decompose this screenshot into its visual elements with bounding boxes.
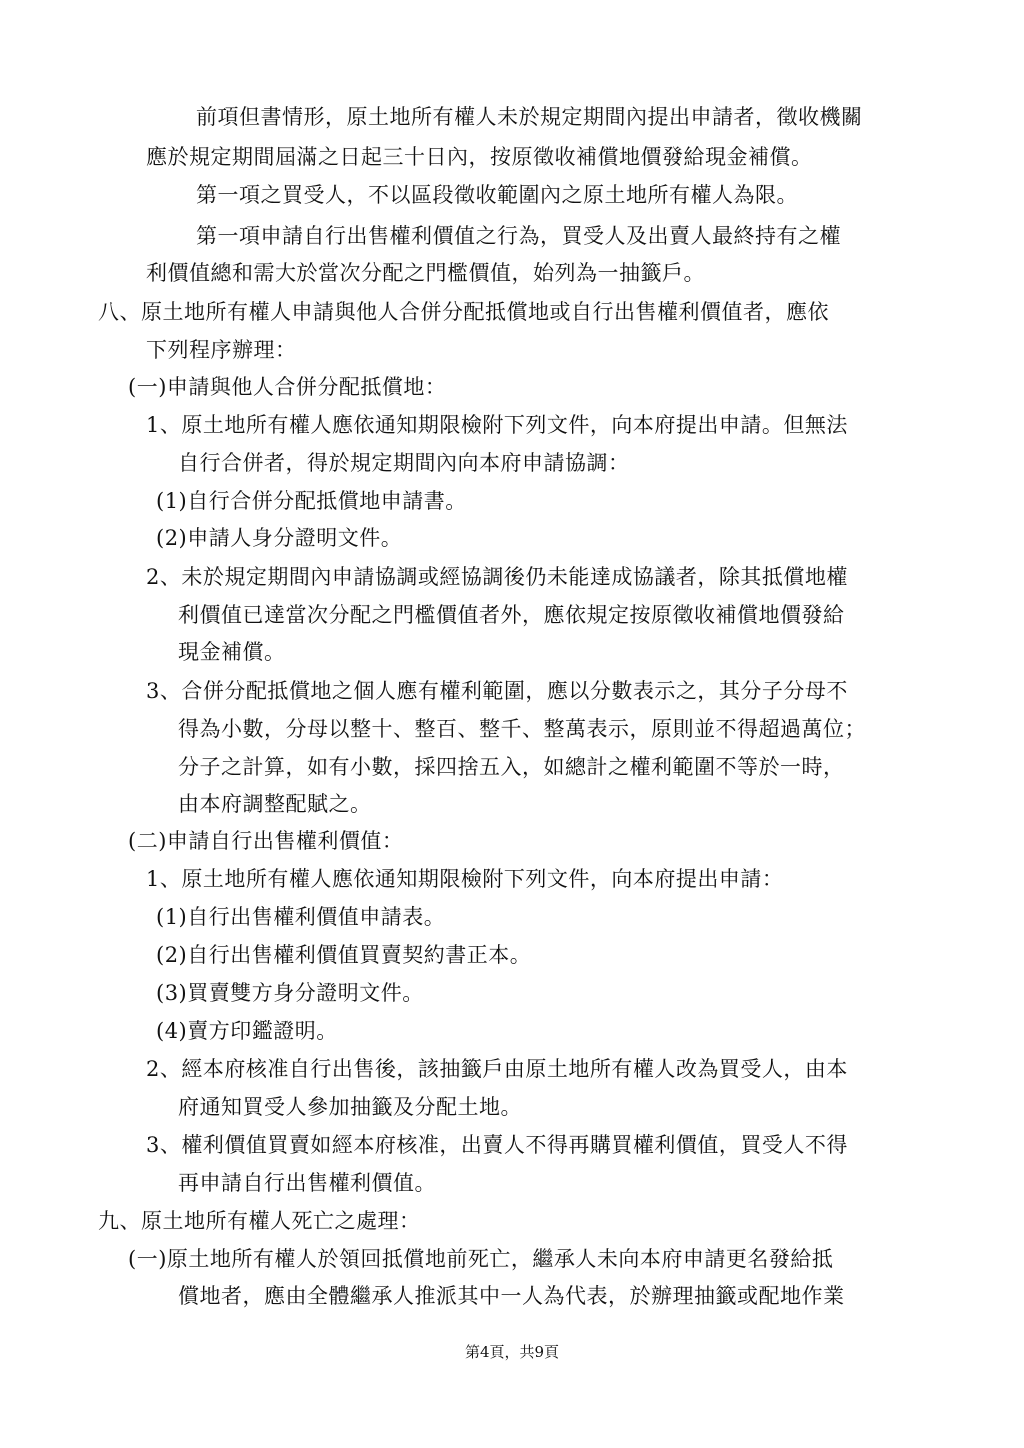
paragraph-line: 由本府調整配賦之。 xyxy=(178,792,372,816)
paragraph-line: 第一項申請自行出售權利價值之行為，買受人及出賣人最終持有之權 xyxy=(196,224,841,248)
paragraph-line: 利價值總和需大於當次分配之門檻價值，始列為一抽籤戶。 xyxy=(146,261,705,285)
list-subitem: (1)自行出售權利價值申請表。 xyxy=(156,905,446,929)
list-item: 1、原土地所有權人應依通知期限檢附下列文件，向本府提出申請： xyxy=(146,867,784,891)
list-item: 1、原土地所有權人應依通知期限檢附下列文件，向本府提出申請。但無法 xyxy=(146,413,848,437)
paragraph-line: 再申請自行出售權利價值。 xyxy=(178,1171,436,1195)
paragraph-line: 下列程序辦理： xyxy=(146,338,297,362)
list-subitem: (4)賣方印鑑證明。 xyxy=(156,1019,338,1043)
paragraph-line: 自行合併者，得於規定期間內向本府申請協調： xyxy=(178,451,630,475)
paragraph-line: 得為小數，分母以整十、整百、整千、整萬表示，原則並不得超過萬位； xyxy=(178,717,866,741)
subsection-item: (一)原土地所有權人於領回抵償地前死亡，繼承人未向本府申請更名發給抵 xyxy=(128,1247,834,1271)
paragraph-line: 府通知買受人參加抽籤及分配土地。 xyxy=(178,1095,522,1119)
list-subitem: (3)買賣雙方身分證明文件。 xyxy=(156,981,424,1005)
list-subitem: (2)自行出售權利價值買賣契約書正本。 xyxy=(156,943,532,967)
section-heading: 八、原土地所有權人申請與他人合併分配抵償地或自行出售權利價值者，應依 xyxy=(98,300,829,324)
list-subitem: (2)申請人身分證明文件。 xyxy=(156,526,403,550)
paragraph-line: 償地者，應由全體繼承人推派其中一人為代表，於辦理抽籤或配地作業 xyxy=(178,1284,845,1308)
list-item: 2、經本府核准自行出售後，該抽籤戶由原土地所有權人改為買受人，由本 xyxy=(146,1057,848,1081)
paragraph-line: 前項但書情形，原土地所有權人未於規定期間內提出申請者，徵收機關 xyxy=(196,105,863,129)
paragraph-line: 應於規定期間屆滿之日起三十日內，按原徵收補償地價發給現金補償。 xyxy=(146,145,813,169)
paragraph-line: 現金補償。 xyxy=(178,640,286,664)
paragraph-line: 分子之計算，如有小數，採四捨五入，如總計之權利範圍不等於一時， xyxy=(178,755,845,779)
section-heading: 九、原土地所有權人死亡之處理： xyxy=(98,1209,421,1233)
list-item: 3、合併分配抵償地之個人應有權利範圍，應以分數表示之，其分子分母不 xyxy=(146,679,848,703)
page-number-footer: 第4頁，共9頁 xyxy=(464,1343,560,1361)
list-item: 3、權利價值買賣如經本府核准，出賣人不得再購買權利價值，買受人不得 xyxy=(146,1133,848,1157)
paragraph-line: 第一項之買受人，不以區段徵收範圍內之原土地所有權人為限。 xyxy=(196,183,798,207)
list-subitem: (1)自行合併分配抵償地申請書。 xyxy=(156,489,467,513)
paragraph-line: 利價值已達當次分配之門檻價值者外，應依規定按原徵收補償地價發給 xyxy=(178,603,845,627)
subsection-heading: (二)申請自行出售權利價值： xyxy=(128,829,404,853)
subsection-heading: (一)申請與他人合併分配抵償地： xyxy=(128,375,447,399)
list-item: 2、未於規定期間內申請協調或經協調後仍未能達成協議者，除其抵償地權 xyxy=(146,565,848,589)
